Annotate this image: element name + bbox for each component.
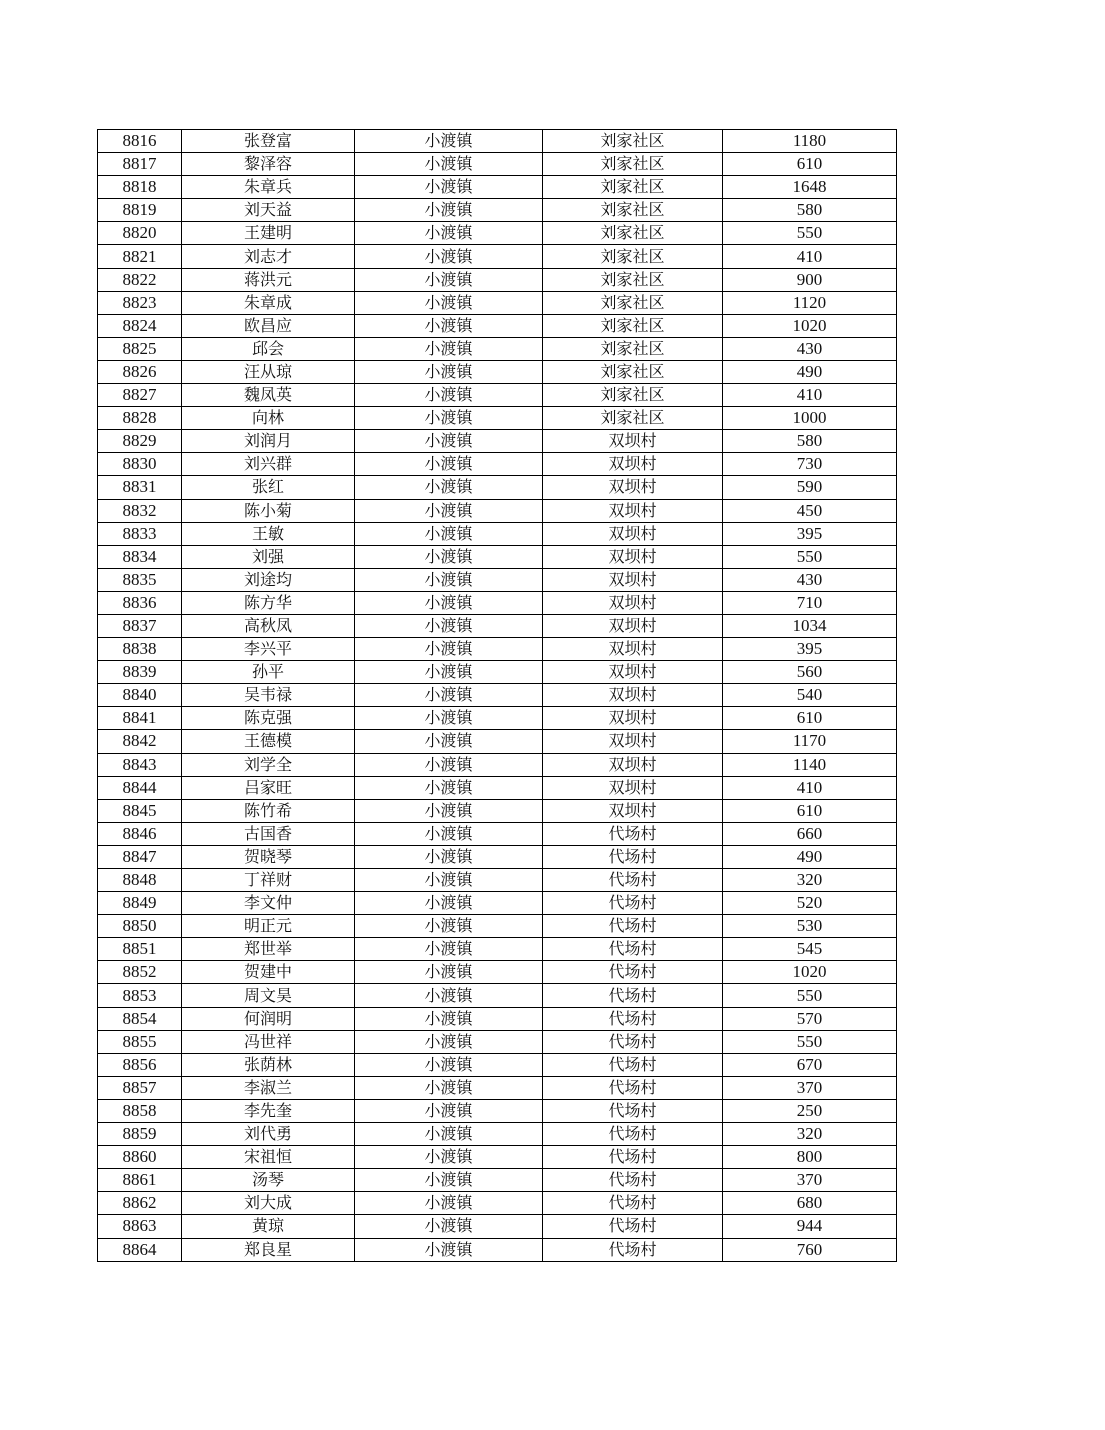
cell-town: 小渡镇 (355, 1030, 543, 1053)
cell-village: 刘家社区 (543, 314, 723, 337)
cell-town: 小渡镇 (355, 591, 543, 614)
cell-person-name: 陈竹希 (182, 799, 355, 822)
cell-town: 小渡镇 (355, 1192, 543, 1215)
cell-person-name: 李先奎 (182, 1099, 355, 1122)
cell-person-name: 陈克强 (182, 707, 355, 730)
cell-village: 代场村 (543, 961, 723, 984)
cell-town: 小渡镇 (355, 314, 543, 337)
table-body (98, 130, 897, 1262)
cell-person-name: 魏凤英 (182, 384, 355, 407)
table-row (98, 291, 897, 314)
cell-town: 小渡镇 (355, 1076, 543, 1099)
cell-serial-number: 8860 (98, 1146, 182, 1169)
cell-amount: 320 (723, 869, 897, 892)
cell-village: 双坝村 (543, 730, 723, 753)
cell-town: 小渡镇 (355, 1215, 543, 1238)
table-row (98, 360, 897, 383)
cell-person-name: 李兴平 (182, 638, 355, 661)
cell-village: 刘家社区 (543, 130, 723, 153)
cell-person-name: 刘大成 (182, 1192, 355, 1215)
cell-amount: 1170 (723, 730, 897, 753)
table-row (98, 430, 897, 453)
cell-village: 代场村 (543, 1215, 723, 1238)
table-row (98, 938, 897, 961)
cell-serial-number: 8817 (98, 153, 182, 176)
cell-amount: 545 (723, 938, 897, 961)
cell-serial-number: 8834 (98, 545, 182, 568)
table-row (98, 961, 897, 984)
table-row (98, 1238, 897, 1261)
cell-village: 代场村 (543, 1238, 723, 1261)
cell-village: 双坝村 (543, 522, 723, 545)
cell-town: 小渡镇 (355, 245, 543, 268)
cell-person-name: 张荫林 (182, 1053, 355, 1076)
cell-town: 小渡镇 (355, 384, 543, 407)
cell-town: 小渡镇 (355, 799, 543, 822)
cell-amount: 550 (723, 545, 897, 568)
cell-amount: 1120 (723, 291, 897, 314)
cell-serial-number: 8839 (98, 661, 182, 684)
cell-person-name: 黎泽容 (182, 153, 355, 176)
cell-town: 小渡镇 (355, 753, 543, 776)
cell-person-name: 古国香 (182, 822, 355, 845)
cell-town: 小渡镇 (355, 407, 543, 430)
table-row (98, 591, 897, 614)
cell-person-name: 丁祥财 (182, 869, 355, 892)
cell-amount: 730 (723, 453, 897, 476)
cell-serial-number: 8853 (98, 984, 182, 1007)
cell-amount: 1020 (723, 314, 897, 337)
table-row (98, 1030, 897, 1053)
table-row (98, 638, 897, 661)
cell-town: 小渡镇 (355, 130, 543, 153)
cell-amount: 660 (723, 822, 897, 845)
cell-village: 双坝村 (543, 545, 723, 568)
cell-town: 小渡镇 (355, 1238, 543, 1261)
cell-serial-number: 8820 (98, 222, 182, 245)
table-row (98, 730, 897, 753)
cell-serial-number: 8830 (98, 453, 182, 476)
cell-village: 双坝村 (543, 568, 723, 591)
cell-serial-number: 8842 (98, 730, 182, 753)
table-row (98, 176, 897, 199)
cell-person-name: 刘志才 (182, 245, 355, 268)
cell-serial-number: 8848 (98, 869, 182, 892)
cell-village: 刘家社区 (543, 384, 723, 407)
table-row (98, 915, 897, 938)
cell-amount: 1180 (723, 130, 897, 153)
cell-serial-number: 8837 (98, 614, 182, 637)
cell-person-name: 向林 (182, 407, 355, 430)
cell-amount: 1020 (723, 961, 897, 984)
cell-amount: 410 (723, 384, 897, 407)
cell-amount: 610 (723, 153, 897, 176)
cell-village: 代场村 (543, 1099, 723, 1122)
cell-amount: 250 (723, 1099, 897, 1122)
cell-town: 小渡镇 (355, 961, 543, 984)
cell-serial-number: 8852 (98, 961, 182, 984)
table-row (98, 384, 897, 407)
cell-amount: 590 (723, 476, 897, 499)
cell-amount: 395 (723, 522, 897, 545)
cell-person-name: 吕家旺 (182, 776, 355, 799)
cell-person-name: 陈方华 (182, 591, 355, 614)
cell-amount: 540 (723, 684, 897, 707)
cell-village: 代场村 (543, 822, 723, 845)
cell-person-name: 明正元 (182, 915, 355, 938)
cell-serial-number: 8833 (98, 522, 182, 545)
cell-serial-number: 8864 (98, 1238, 182, 1261)
cell-town: 小渡镇 (355, 938, 543, 961)
cell-serial-number: 8845 (98, 799, 182, 822)
cell-person-name: 汤琴 (182, 1169, 355, 1192)
cell-person-name: 王建明 (182, 222, 355, 245)
cell-town: 小渡镇 (355, 268, 543, 291)
table-row (98, 1192, 897, 1215)
cell-town: 小渡镇 (355, 522, 543, 545)
cell-amount: 320 (723, 1123, 897, 1146)
cell-amount: 370 (723, 1169, 897, 1192)
cell-amount: 670 (723, 1053, 897, 1076)
cell-town: 小渡镇 (355, 453, 543, 476)
table-row (98, 1076, 897, 1099)
cell-town: 小渡镇 (355, 545, 543, 568)
cell-town: 小渡镇 (355, 568, 543, 591)
cell-serial-number: 8823 (98, 291, 182, 314)
cell-village: 代场村 (543, 845, 723, 868)
table-row (98, 661, 897, 684)
cell-village: 代场村 (543, 984, 723, 1007)
cell-village: 刘家社区 (543, 176, 723, 199)
cell-serial-number: 8828 (98, 407, 182, 430)
cell-town: 小渡镇 (355, 337, 543, 360)
cell-town: 小渡镇 (355, 984, 543, 1007)
cell-village: 双坝村 (543, 476, 723, 499)
cell-village: 代场村 (543, 892, 723, 915)
cell-village: 代场村 (543, 938, 723, 961)
cell-serial-number: 8863 (98, 1215, 182, 1238)
cell-village: 双坝村 (543, 591, 723, 614)
cell-person-name: 何润明 (182, 1007, 355, 1030)
cell-village: 刘家社区 (543, 245, 723, 268)
cell-town: 小渡镇 (355, 845, 543, 868)
cell-town: 小渡镇 (355, 776, 543, 799)
cell-town: 小渡镇 (355, 1099, 543, 1122)
cell-town: 小渡镇 (355, 915, 543, 938)
cell-town: 小渡镇 (355, 661, 543, 684)
cell-amount: 560 (723, 661, 897, 684)
cell-serial-number: 8851 (98, 938, 182, 961)
cell-serial-number: 8824 (98, 314, 182, 337)
cell-amount: 1140 (723, 753, 897, 776)
cell-amount: 410 (723, 776, 897, 799)
table-row (98, 545, 897, 568)
table-row (98, 499, 897, 522)
table-row (98, 776, 897, 799)
cell-amount: 610 (723, 707, 897, 730)
table-row (98, 1099, 897, 1122)
cell-person-name: 冯世祥 (182, 1030, 355, 1053)
cell-serial-number: 8840 (98, 684, 182, 707)
cell-town: 小渡镇 (355, 222, 543, 245)
cell-amount: 1034 (723, 614, 897, 637)
table-row (98, 892, 897, 915)
cell-serial-number: 8836 (98, 591, 182, 614)
cell-amount: 395 (723, 638, 897, 661)
cell-town: 小渡镇 (355, 176, 543, 199)
cell-amount: 1648 (723, 176, 897, 199)
cell-person-name: 刘润月 (182, 430, 355, 453)
cell-serial-number: 8829 (98, 430, 182, 453)
cell-serial-number: 8832 (98, 499, 182, 522)
cell-amount: 490 (723, 845, 897, 868)
cell-amount: 550 (723, 1030, 897, 1053)
cell-village: 刘家社区 (543, 337, 723, 360)
cell-town: 小渡镇 (355, 730, 543, 753)
cell-serial-number: 8818 (98, 176, 182, 199)
cell-person-name: 郑良星 (182, 1238, 355, 1261)
cell-serial-number: 8847 (98, 845, 182, 868)
cell-village: 代场村 (543, 1076, 723, 1099)
cell-amount: 520 (723, 892, 897, 915)
table-row (98, 522, 897, 545)
cell-person-name: 朱章兵 (182, 176, 355, 199)
cell-serial-number: 8825 (98, 337, 182, 360)
cell-village: 代场村 (543, 869, 723, 892)
cell-serial-number: 8822 (98, 268, 182, 291)
table-row (98, 1146, 897, 1169)
cell-town: 小渡镇 (355, 707, 543, 730)
cell-person-name: 朱章成 (182, 291, 355, 314)
table-row (98, 222, 897, 245)
cell-person-name: 宋祖恒 (182, 1146, 355, 1169)
cell-town: 小渡镇 (355, 1123, 543, 1146)
cell-amount: 944 (723, 1215, 897, 1238)
table-row (98, 845, 897, 868)
cell-amount: 710 (723, 591, 897, 614)
cell-village: 代场村 (543, 1053, 723, 1076)
cell-town: 小渡镇 (355, 892, 543, 915)
cell-serial-number: 8855 (98, 1030, 182, 1053)
cell-village: 双坝村 (543, 799, 723, 822)
cell-person-name: 吴韦禄 (182, 684, 355, 707)
cell-serial-number: 8821 (98, 245, 182, 268)
cell-village: 刘家社区 (543, 407, 723, 430)
table-row (98, 568, 897, 591)
cell-town: 小渡镇 (355, 291, 543, 314)
cell-person-name: 周文昊 (182, 984, 355, 1007)
cell-serial-number: 8826 (98, 360, 182, 383)
cell-village: 刘家社区 (543, 222, 723, 245)
cell-person-name: 李淑兰 (182, 1076, 355, 1099)
cell-town: 小渡镇 (355, 1169, 543, 1192)
cell-person-name: 孙平 (182, 661, 355, 684)
table-row (98, 453, 897, 476)
cell-person-name: 黄琼 (182, 1215, 355, 1238)
cell-serial-number: 8831 (98, 476, 182, 499)
table-row (98, 1215, 897, 1238)
cell-person-name: 张登富 (182, 130, 355, 153)
cell-serial-number: 8838 (98, 638, 182, 661)
table-row (98, 707, 897, 730)
cell-village: 双坝村 (543, 499, 723, 522)
cell-serial-number: 8844 (98, 776, 182, 799)
cell-amount: 530 (723, 915, 897, 938)
cell-village: 双坝村 (543, 614, 723, 637)
cell-amount: 610 (723, 799, 897, 822)
cell-town: 小渡镇 (355, 1146, 543, 1169)
cell-serial-number: 8858 (98, 1099, 182, 1122)
cell-village: 刘家社区 (543, 199, 723, 222)
cell-person-name: 刘兴群 (182, 453, 355, 476)
cell-village: 刘家社区 (543, 268, 723, 291)
cell-amount: 550 (723, 984, 897, 1007)
cell-serial-number: 8857 (98, 1076, 182, 1099)
cell-town: 小渡镇 (355, 199, 543, 222)
cell-village: 双坝村 (543, 453, 723, 476)
cell-amount: 430 (723, 337, 897, 360)
cell-amount: 550 (723, 222, 897, 245)
cell-amount: 370 (723, 1076, 897, 1099)
cell-village: 代场村 (543, 1169, 723, 1192)
cell-person-name: 刘强 (182, 545, 355, 568)
cell-serial-number: 8861 (98, 1169, 182, 1192)
cell-village: 双坝村 (543, 776, 723, 799)
cell-village: 刘家社区 (543, 153, 723, 176)
cell-person-name: 贺晓琴 (182, 845, 355, 868)
cell-serial-number: 8835 (98, 568, 182, 591)
cell-village: 双坝村 (543, 661, 723, 684)
cell-person-name: 汪从琼 (182, 360, 355, 383)
cell-serial-number: 8854 (98, 1007, 182, 1030)
cell-serial-number: 8849 (98, 892, 182, 915)
cell-town: 小渡镇 (355, 430, 543, 453)
table-row (98, 130, 897, 153)
table-row (98, 199, 897, 222)
cell-village: 代场村 (543, 1123, 723, 1146)
cell-person-name: 刘学全 (182, 753, 355, 776)
cell-village: 双坝村 (543, 753, 723, 776)
cell-person-name: 蒋洪元 (182, 268, 355, 291)
table-row (98, 1053, 897, 1076)
cell-person-name: 刘途均 (182, 568, 355, 591)
cell-amount: 410 (723, 245, 897, 268)
cell-serial-number: 8846 (98, 822, 182, 845)
subsidy-table (97, 129, 897, 1262)
cell-amount: 570 (723, 1007, 897, 1030)
cell-village: 刘家社区 (543, 360, 723, 383)
cell-village: 代场村 (543, 1146, 723, 1169)
table-row (98, 684, 897, 707)
table-row (98, 869, 897, 892)
cell-person-name: 郑世举 (182, 938, 355, 961)
cell-town: 小渡镇 (355, 1053, 543, 1076)
table-row (98, 407, 897, 430)
cell-amount: 900 (723, 268, 897, 291)
cell-person-name: 陈小菊 (182, 499, 355, 522)
cell-person-name: 李文仲 (182, 892, 355, 915)
cell-person-name: 刘代勇 (182, 1123, 355, 1146)
cell-village: 代场村 (543, 1192, 723, 1215)
table-row (98, 337, 897, 360)
cell-village: 刘家社区 (543, 291, 723, 314)
table-row (98, 614, 897, 637)
table-row (98, 753, 897, 776)
cell-serial-number: 8827 (98, 384, 182, 407)
cell-village: 双坝村 (543, 684, 723, 707)
cell-amount: 1000 (723, 407, 897, 430)
cell-serial-number: 8856 (98, 1053, 182, 1076)
cell-village: 双坝村 (543, 707, 723, 730)
cell-serial-number: 8843 (98, 753, 182, 776)
cell-village: 代场村 (543, 915, 723, 938)
table-row (98, 268, 897, 291)
cell-town: 小渡镇 (355, 476, 543, 499)
cell-person-name: 贺建中 (182, 961, 355, 984)
cell-village: 代场村 (543, 1030, 723, 1053)
cell-person-name: 邱会 (182, 337, 355, 360)
cell-serial-number: 8862 (98, 1192, 182, 1215)
cell-amount: 800 (723, 1146, 897, 1169)
cell-village: 双坝村 (543, 430, 723, 453)
table-row (98, 984, 897, 1007)
cell-serial-number: 8841 (98, 707, 182, 730)
cell-person-name: 王敏 (182, 522, 355, 545)
table-row (98, 1169, 897, 1192)
cell-serial-number: 8816 (98, 130, 182, 153)
cell-town: 小渡镇 (355, 614, 543, 637)
table-row (98, 153, 897, 176)
table-row (98, 245, 897, 268)
cell-village: 双坝村 (543, 638, 723, 661)
cell-person-name: 高秋凤 (182, 614, 355, 637)
cell-serial-number: 8859 (98, 1123, 182, 1146)
cell-person-name: 张红 (182, 476, 355, 499)
cell-town: 小渡镇 (355, 499, 543, 522)
cell-village: 代场村 (543, 1007, 723, 1030)
table-row (98, 476, 897, 499)
cell-person-name: 王德模 (182, 730, 355, 753)
cell-serial-number: 8819 (98, 199, 182, 222)
cell-amount: 580 (723, 430, 897, 453)
cell-town: 小渡镇 (355, 822, 543, 845)
cell-amount: 450 (723, 499, 897, 522)
cell-town: 小渡镇 (355, 360, 543, 383)
cell-person-name: 欧昌应 (182, 314, 355, 337)
cell-town: 小渡镇 (355, 869, 543, 892)
cell-amount: 430 (723, 568, 897, 591)
cell-amount: 760 (723, 1238, 897, 1261)
cell-amount: 680 (723, 1192, 897, 1215)
cell-amount: 490 (723, 360, 897, 383)
table-row (98, 314, 897, 337)
table-row (98, 799, 897, 822)
cell-serial-number: 8850 (98, 915, 182, 938)
cell-amount: 580 (723, 199, 897, 222)
cell-town: 小渡镇 (355, 1007, 543, 1030)
table-row (98, 1007, 897, 1030)
cell-town: 小渡镇 (355, 684, 543, 707)
cell-person-name: 刘天益 (182, 199, 355, 222)
cell-town: 小渡镇 (355, 638, 543, 661)
cell-town: 小渡镇 (355, 153, 543, 176)
table-row (98, 1123, 897, 1146)
table-row (98, 822, 897, 845)
